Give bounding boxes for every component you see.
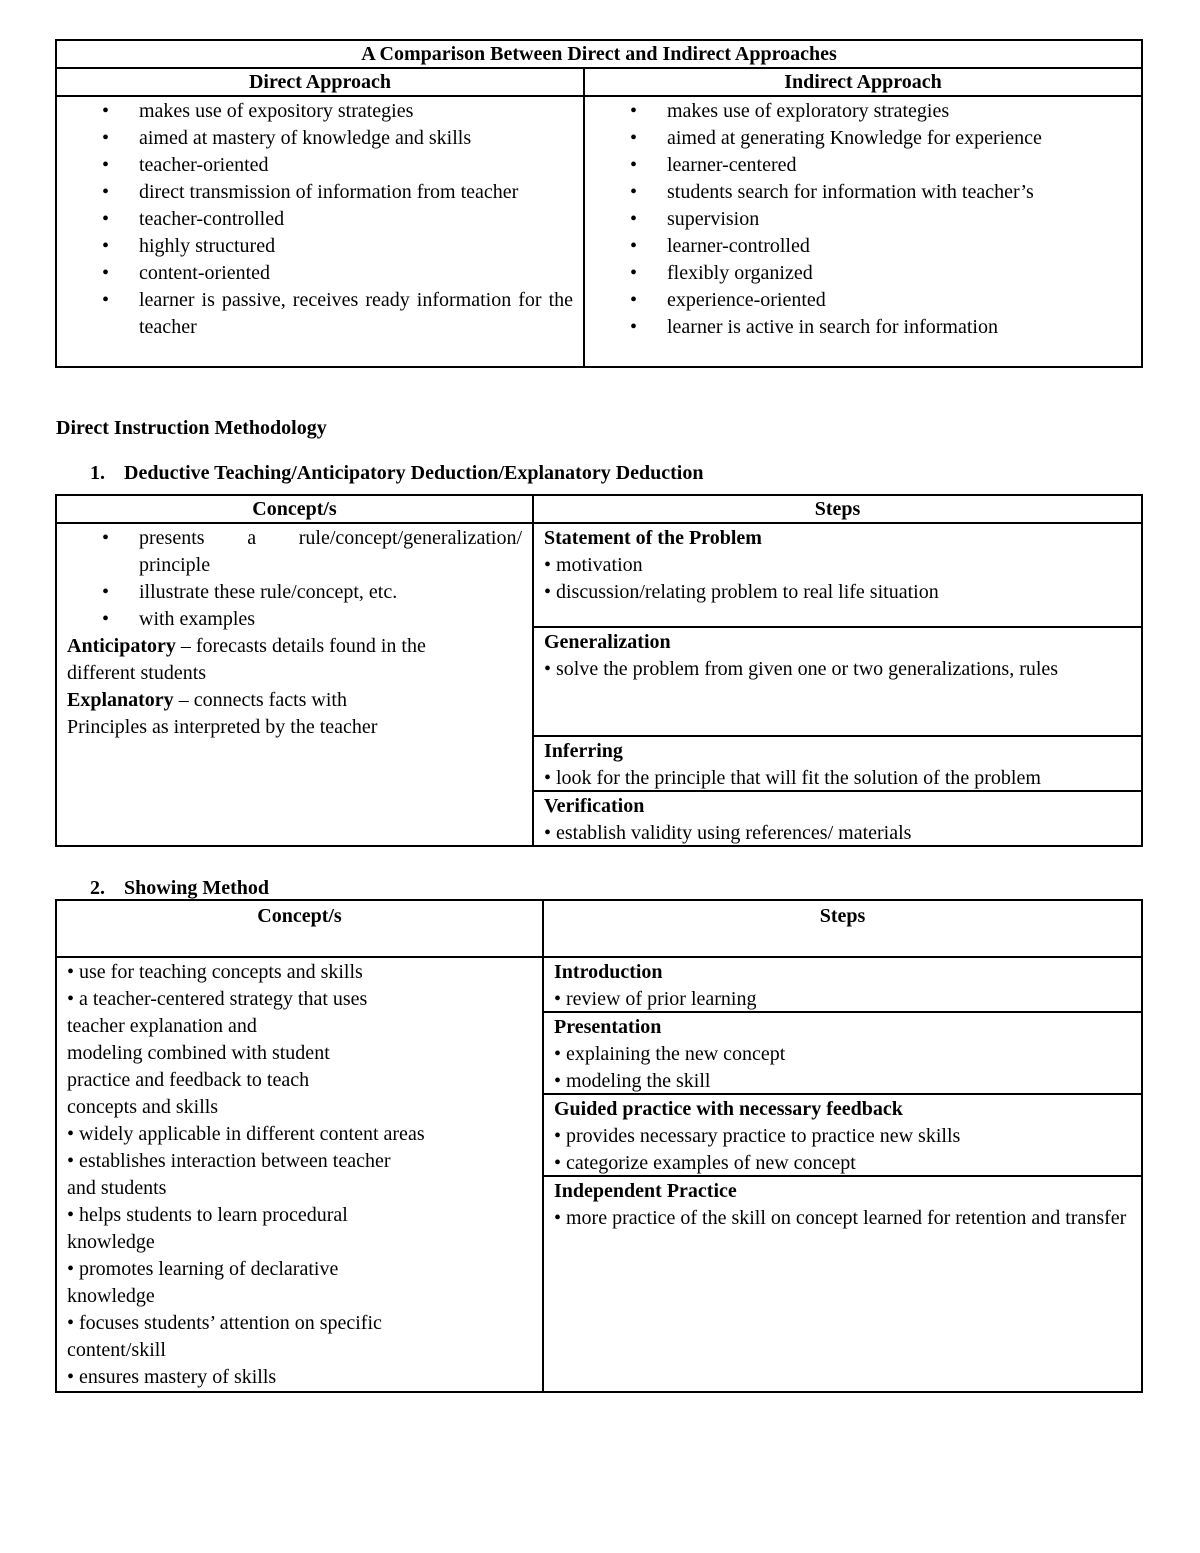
deductive-concept-cell [56, 523, 533, 846]
step-item: • more practice of the skill on concept learned for retention and transfer [554, 1207, 1127, 1229]
showing-steps-cell [543, 957, 1142, 1392]
step-title: Generalization [544, 631, 671, 653]
showing-concept-cell [56, 957, 543, 1392]
step-independent-practice [544, 1177, 1141, 1377]
list-item: • learner-controlled [585, 233, 1141, 260]
list-item: • learner is passive, receives ready information for the teacher [57, 287, 583, 341]
step-verification [534, 792, 1141, 845]
list-item: • aimed at generating Knowledge for experience [585, 125, 1141, 152]
showing-steps-header: Steps [543, 900, 1142, 957]
deductive-title: Deductive Teaching/Anticipatory Deduction/Explanatory Deduction [124, 462, 704, 484]
deductive-heading [90, 460, 703, 486]
step-item: • establish validity using references/ materials [544, 822, 912, 844]
list-item: • experience-oriented [585, 287, 1141, 314]
list-item: • learner-centered [585, 152, 1141, 179]
step-item: • look for the principle that will fit the solution of the problem [544, 767, 1041, 789]
concept-line: • widely applicable in different content areas [67, 1123, 425, 1145]
step-item: • discussion/relating problem to real life situation [544, 581, 939, 603]
concept-line: knowledge [67, 1285, 155, 1307]
step-presentation [544, 1013, 1141, 1095]
indirect-approach-list [585, 98, 1141, 341]
concept-line: teacher explanation and [67, 1015, 257, 1037]
list-item: • flexibly organized [585, 260, 1141, 287]
comparison-table [55, 39, 1143, 368]
list-item: • teacher-controlled [57, 206, 583, 233]
indirect-approach-cell [584, 96, 1142, 367]
step-title: Independent Practice [554, 1180, 737, 1202]
concept-line: • a teacher-centered strategy that uses [67, 988, 368, 1010]
step-title: Guided practice with necessary feedback [554, 1098, 903, 1120]
concept-line: and students [67, 1177, 167, 1199]
explanatory-definition [57, 687, 407, 741]
list-item: • content-oriented [57, 260, 583, 287]
step-title: Introduction [554, 961, 663, 983]
list-item: • presents a rule/concept/generalization/ principle [57, 525, 532, 579]
concept-line: • use for teaching concepts and skills [67, 961, 363, 983]
step-item: • provides necessary practice to practice new skills [554, 1125, 961, 1147]
deductive-table [55, 494, 1143, 847]
concept-line: • establishes interaction between teacher [67, 1150, 391, 1172]
deductive-steps-cell [533, 523, 1142, 846]
concept-line: content/skill [67, 1339, 166, 1361]
showing-number: 2. [90, 877, 105, 899]
deductive-concept-list [57, 524, 532, 633]
explanatory-text: – connects facts with Principles as interpreted by the teacher [67, 689, 378, 738]
list-item: • learner is active in search for information [585, 314, 1141, 341]
showing-table [55, 899, 1143, 1393]
indirect-approach-header: Indirect Approach [584, 68, 1142, 96]
showing-concept-header: Concept/s [56, 900, 543, 957]
step-title: Inferring [544, 740, 623, 762]
concept-line: • helps students to learn procedural [67, 1204, 348, 1226]
showing-heading [90, 875, 269, 901]
list-item: • direct transmission of information from teacher [57, 179, 583, 206]
step-inferring [534, 737, 1141, 792]
concept-line: • ensures mastery of skills [67, 1366, 277, 1388]
step-title: Presentation [554, 1016, 662, 1038]
step-title: Verification [544, 795, 645, 817]
list-item: • makes use of expository strategies [57, 98, 583, 125]
direct-approach-list [57, 98, 583, 341]
explanatory-term: Explanatory [67, 689, 174, 711]
step-guided-practice [544, 1095, 1141, 1177]
anticipatory-definition [57, 633, 437, 687]
step-item: • motivation [544, 554, 643, 576]
anticipatory-term: Anticipatory [67, 635, 176, 657]
list-item: • illustrate these rule/concept, etc. [57, 579, 532, 606]
list-item: • with examples [57, 606, 532, 633]
list-item: • makes use of exploratory strategies [585, 98, 1141, 125]
concept-line: • promotes learning of declarative [67, 1258, 339, 1280]
showing-title: Showing Method [124, 877, 270, 899]
step-item: • solve the problem from given one or two generalizations, rules [544, 658, 1059, 680]
section-title: Direct Instruction Methodology [56, 417, 327, 439]
concept-line: practice and feedback to teach [67, 1069, 310, 1091]
concept-line: concepts and skills [67, 1096, 219, 1118]
step-item: • review of prior learning [554, 988, 757, 1010]
step-generalization [534, 628, 1141, 737]
concept-line: • focuses students’ attention on specific [67, 1312, 382, 1334]
list-item: • supervision [585, 206, 1141, 233]
step-introduction [544, 958, 1141, 1013]
concept-line: modeling combined with student [67, 1042, 330, 1064]
step-item: • explaining the new concept [554, 1043, 786, 1065]
deductive-steps-header: Steps [533, 495, 1142, 523]
direct-approach-header: Direct Approach [56, 68, 584, 96]
anticipatory-text: – forecasts details found in the different students [67, 635, 426, 684]
step-title: Statement of the Problem [544, 527, 762, 549]
step-statement-of-problem [534, 524, 1141, 628]
list-item: • highly structured [57, 233, 583, 260]
deductive-concept-header: Concept/s [56, 495, 533, 523]
deductive-number: 1. [90, 462, 105, 484]
comparison-title: A Comparison Between Direct and Indirect Approaches [56, 40, 1142, 68]
concept-line: knowledge [67, 1231, 155, 1253]
list-item: • students search for information with teacher’s [585, 179, 1141, 206]
step-item: • modeling the skill [554, 1070, 711, 1092]
direct-approach-cell [56, 96, 584, 367]
step-item: • categorize examples of new concept [554, 1152, 856, 1174]
list-item: • aimed at mastery of knowledge and skills [57, 125, 583, 152]
list-item: • teacher-oriented [57, 152, 583, 179]
